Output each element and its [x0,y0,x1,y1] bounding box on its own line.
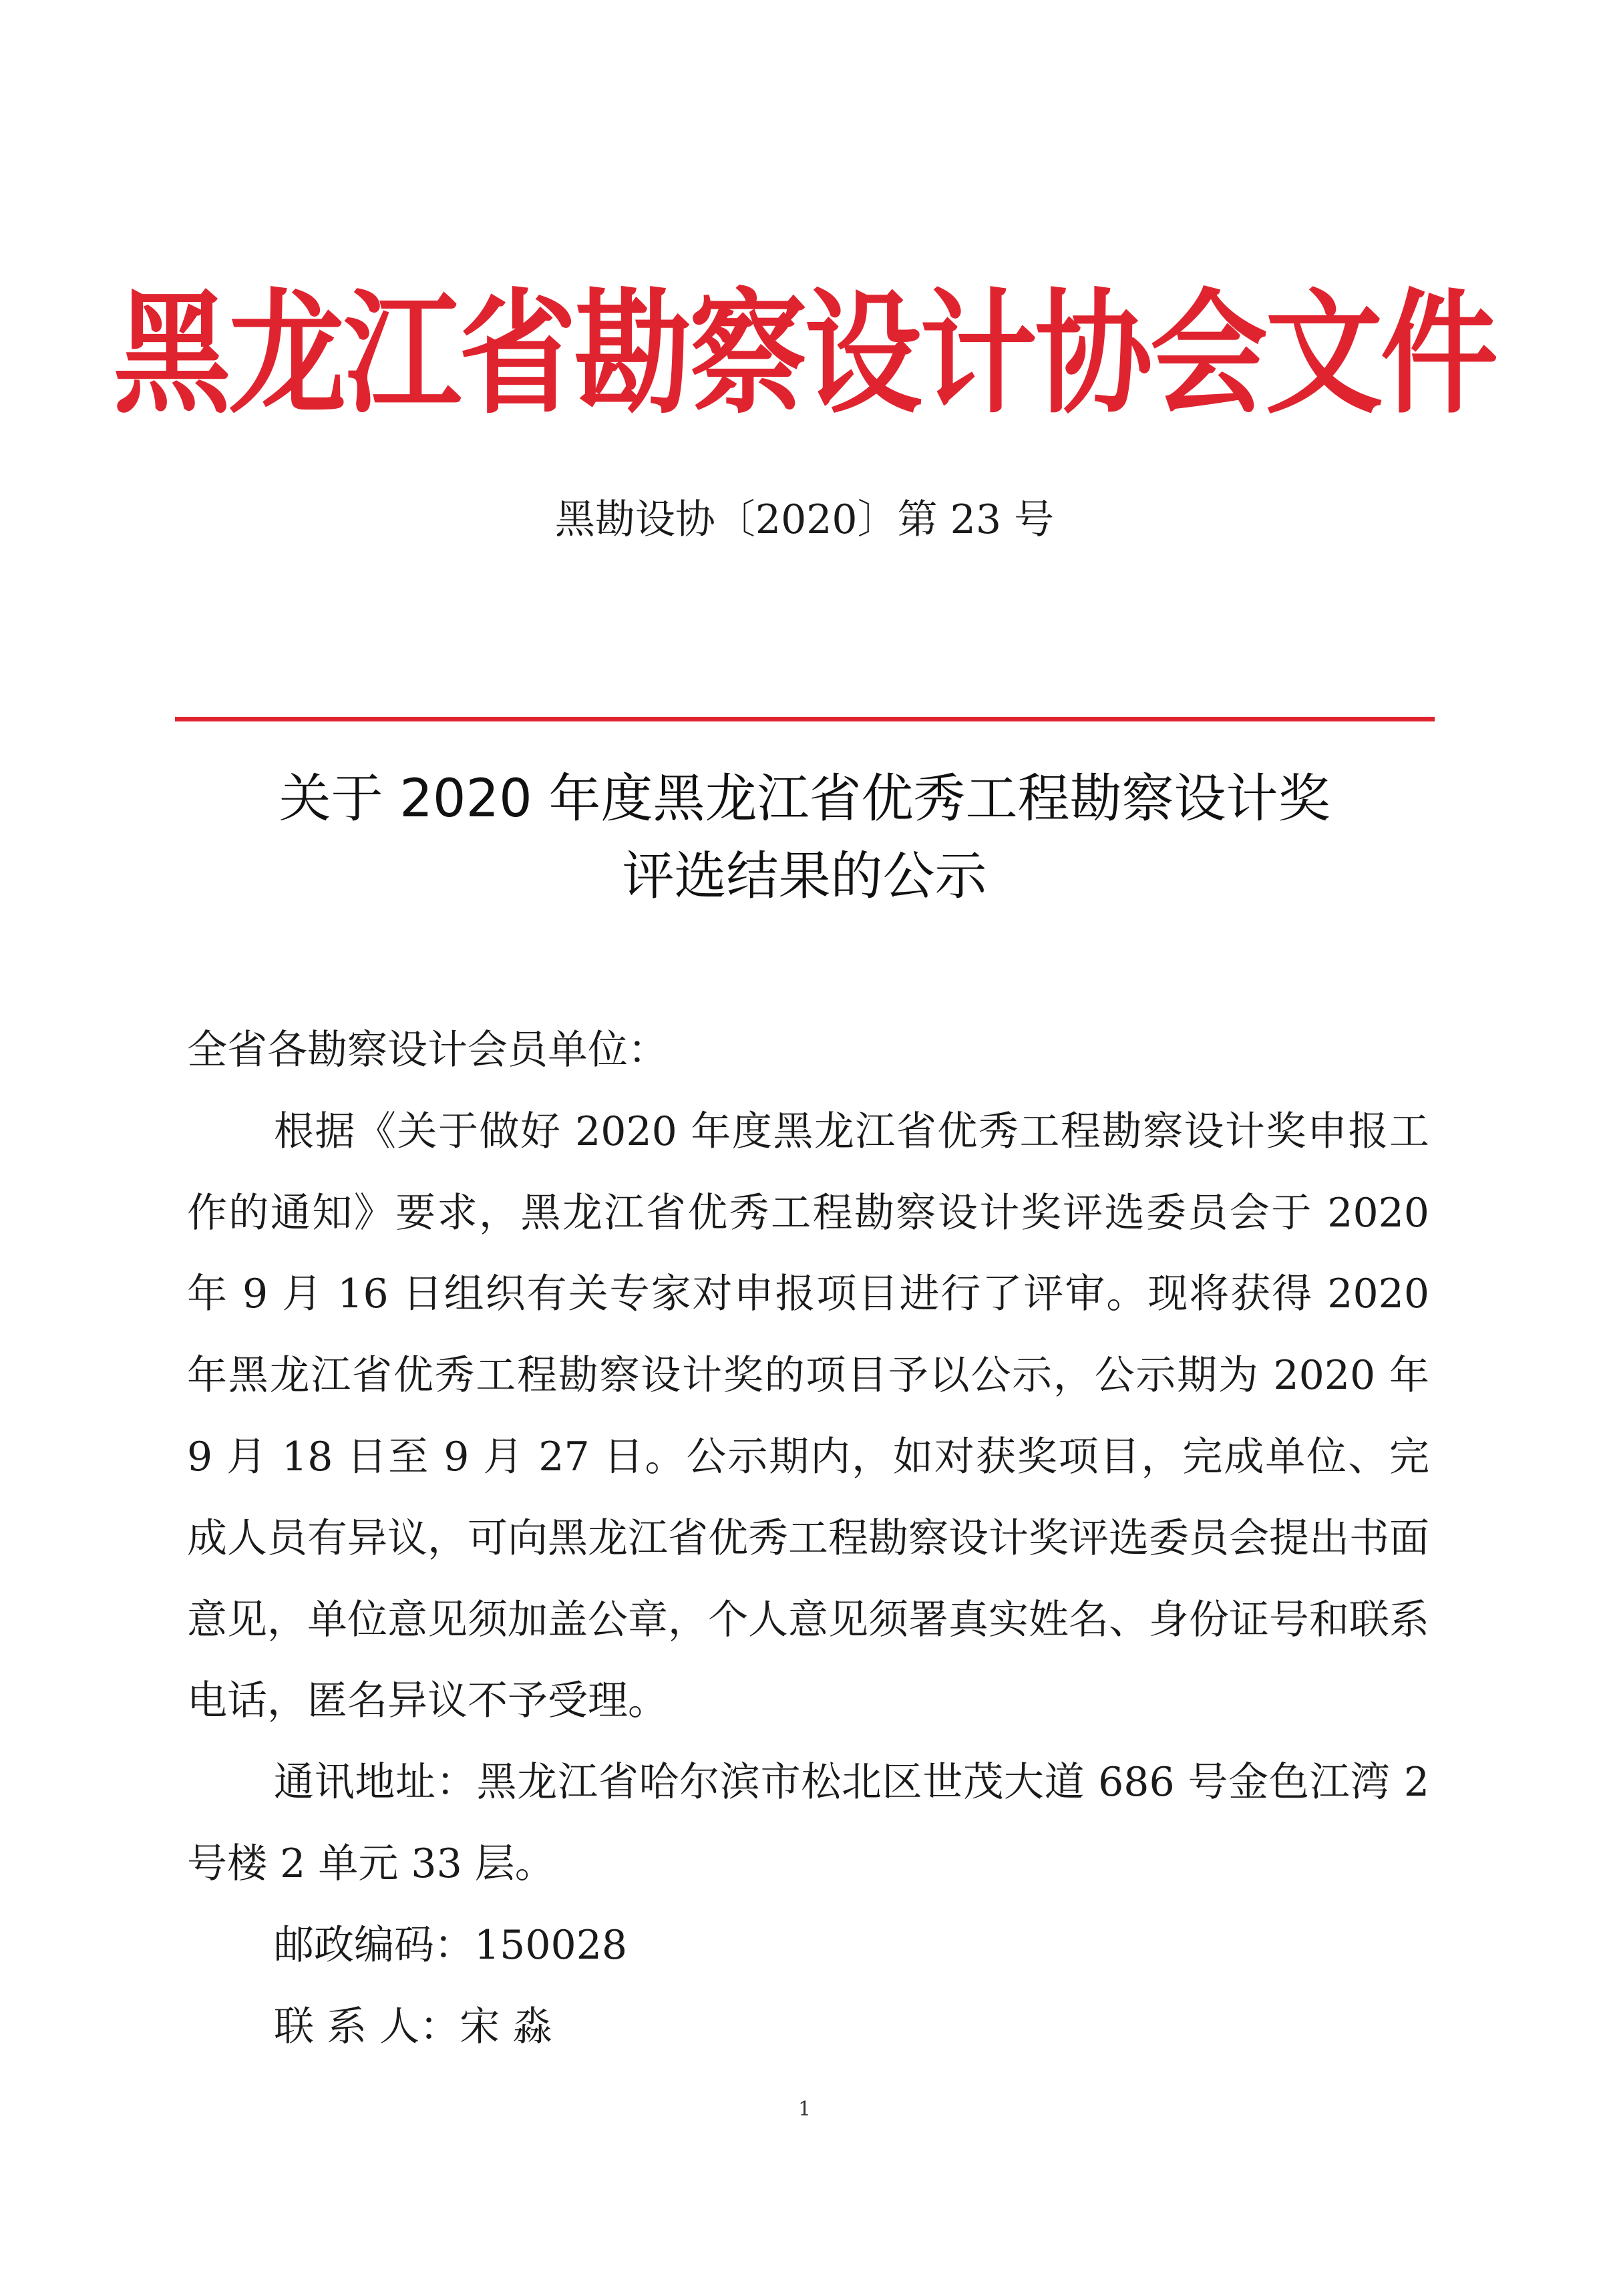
mailing-address: 通讯地址：黑龙江省哈尔滨市松北区世茂大道 686 号金色江湾 2 号楼 2 单元 33 层。 [187,1759,1429,1887]
masthead-title: 黑龙江省勘察设计协会文件 [113,275,1496,432]
page-number: 1 [797,2098,812,2121]
main-paragraph: 根据《关于做好 2020 年度黑龙江省优秀工程勘察设计奖申报工作的通知》要求，黑龙江省优秀工程勘察设计奖评选委员会于 2020 年 9 月 16 日组织有关专家对申报项目进行了评审。现将获得 2020 年黑龙江省优秀工程勘察设计奖的项目予以公示，公示期为 2020 年 9 月 18 日至 9 月 27 日。公示期内，如对获奖项目，完成单位、完成人员有异议，可向黑龙江省优秀工程勘察设计奖评选委员会提出书面意见，单位意见须加盖公章，个人意见须署真实姓名、身份证号和联系电话，匿名异议不予受理。 [187,1108,1429,1725]
red-divider [175,717,1435,721]
notice-title-line-2: 评选结果的公示 [622,846,987,907]
salutation: 全省各勘察设计会员单位： [187,1027,668,1074]
notice-body [187,1010,1429,2068]
notice-title-line-1: 关于 2020 年度黑龙江省优秀工程勘察设计奖 [279,769,1330,829]
notice-title [0,760,1609,915]
postal-code: 邮政编码：150028 [274,1921,628,1969]
contact-person: 联 系 人：宋 淼 [274,2003,553,2050]
document-number: 黑勘设协〔2020〕第 23 号 [554,496,1055,543]
